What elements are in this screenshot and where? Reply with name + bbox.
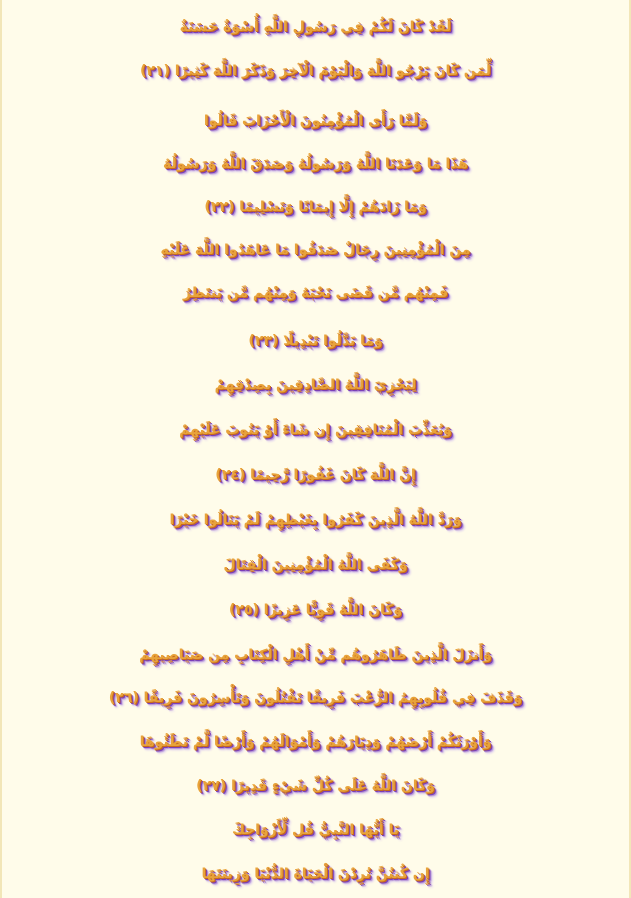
verse-line: وَمَا زَادَهُمْ إِلَّا إِيمَانًا وَتَسْلِيمًا (٢٢) [204, 199, 427, 215]
verse-line: إِن كُنتُنَّ تُرِدْنَ الْحَيَاةَ الدُّنْيَا وَزِينَتَهَا [201, 866, 430, 882]
verse-line: وَرَدَّ اللَّهُ الَّذِينَ كَفَرُوا بِغَيْظِهِمْ لَمْ يَنَالُوا خَيْرًا [169, 512, 462, 528]
verse-line: وَأَوْرَثَكُمْ أَرْضَهُمْ وَدِيَارَهُمْ وَأَمْوَالَهُمْ وَأَرْضًا لَّمْ تَطَئُوهَا [139, 734, 492, 750]
verse-line: وَلَمَّا رَأَى الْمُؤْمِنُونَ الْأَحْزَابَ قَالُوا [203, 113, 428, 129]
verse-line: وَكَانَ اللَّهُ عَلَى كُلِّ شَيْءٍ قَدِيرًا (٢٧) [196, 778, 435, 794]
verse-line: وَقَذَفَ فِي قُلُوبِهِمُ الرُّعْبَ فَرِيقًا تَقْتُلُونَ وَتَأْسِرُونَ فَرِيقًا (٢٦) [108, 690, 523, 706]
verse-line: وَمَا بَدَّلُوا تَبْدِيلًا (٢٣) [248, 333, 383, 349]
verse-line: فَمِنْهُم مَّن قَضَى نَحْبَهُ وَمِنْهُم مَّن يَنتَظِرُ [182, 285, 449, 301]
verse-line: لِيَجْزِيَ اللَّهُ الصَّادِقِينَ بِصِدْقِهِمْ [214, 377, 417, 393]
verse-line: إِنَّ اللَّهَ كَانَ غَفُورًا رَّحِيمًا (٢٤) [215, 467, 416, 483]
verse-line: وَكَانَ اللَّهُ قَوِيًّا عَزِيزًا (٢٥) [228, 602, 403, 618]
verse-line: لِّمَن كَانَ يَرْجُو اللَّهَ وَالْيَوْمَ الْآخِرَ وَذَكَرَ اللَّهَ كَثِيرًا (٢١) [139, 63, 492, 79]
verse-line: هَذَا مَا وَعَدَنَا اللَّهُ وَرَسُولُهُ وَصَدَقَ اللَّهُ وَرَسُولُهُ [163, 156, 468, 172]
verse-line: وَيُعَذِّبَ الْمُنَافِقِينَ إِن شَاءَ أَوْ يَتُوبَ عَلَيْهِمْ [179, 422, 452, 438]
verse-line: لَقَدْ كَانَ لَكُمْ فِي رَسُولِ اللَّهِ أُسْوَةٌ حَسَنَةٌ [179, 19, 452, 35]
verse-line: وَأَنزَلَ الَّذِينَ ظَاهَرُوهُم مِّنْ أَهْلِ الْكِتَابِ مِن صَيَاصِيهِمْ [139, 647, 492, 663]
verse-line: وَكَفَى اللَّهُ الْمُؤْمِنِينَ الْقِتَالَ [223, 557, 408, 573]
verse-line: يَا أَيُّهَا النَّبِيُّ قُل لِّأَزْوَاجِكَ [232, 822, 399, 838]
verse-line: مِنَ الْمُؤْمِنِينَ رِجَالٌ صَدَقُوا مَا عَاهَدُوا اللَّهَ عَلَيْهِ [160, 242, 471, 258]
